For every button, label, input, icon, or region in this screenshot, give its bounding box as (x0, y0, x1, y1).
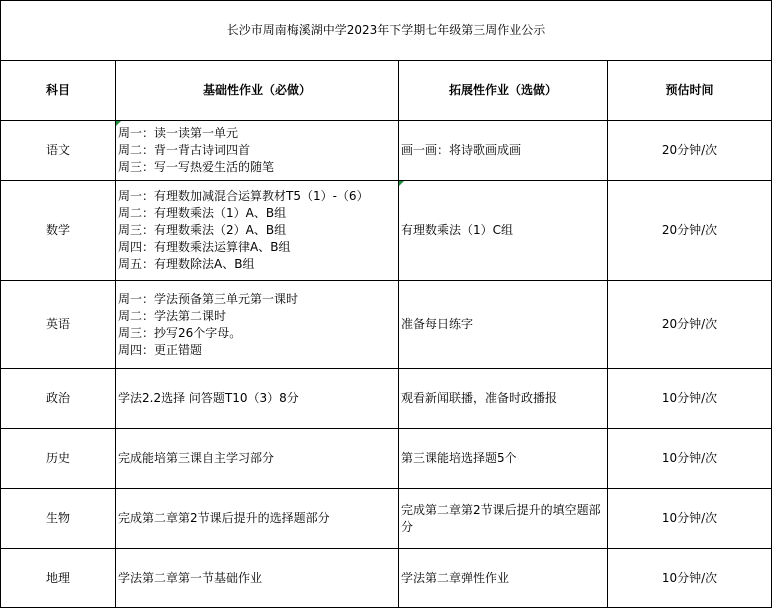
subject-cell: 英语 (1, 281, 116, 369)
basic-line: 学法第二章第一节基础作业 (118, 570, 263, 585)
extended-cell: 第三课能培选择题5个 (399, 429, 608, 489)
header-extended: 拓展性作业（选做） (399, 61, 608, 121)
subject-cell: 政治 (1, 369, 116, 429)
extended-cell: 完成第二章第2节课后提升的填空题部分 (399, 489, 608, 549)
basic-line: 周一：有理数加减混合运算教材T5（1）-（6） (118, 189, 369, 203)
table-row (1, 281, 772, 369)
basic-line: 学法2.2选择 问答题T10（3）8分 (118, 391, 299, 405)
basic-line: 周三：抄写26个字母。 (118, 325, 242, 340)
time-cell: 10分钟/次 (608, 549, 772, 608)
table-row (1, 121, 772, 181)
table-row (1, 549, 772, 608)
basic-line: 周四：更正错题 (118, 342, 203, 357)
basic-cell (116, 549, 399, 608)
basic-line: 周二：背一背古诗词四首 (118, 143, 251, 157)
subject-cell: 地理 (1, 549, 116, 608)
basic-line: 周二：有理数乘法（1）A、B组 (118, 206, 287, 220)
table-row (1, 429, 772, 489)
header-row (1, 61, 772, 121)
time-cell: 20分钟/次 (608, 181, 772, 281)
time-cell: 20分钟/次 (608, 121, 772, 181)
table-row (1, 181, 772, 281)
extended-cell: 有理数乘法（1）C组 (399, 181, 608, 281)
extended-cell: 学法第二章弹性作业 (399, 549, 608, 608)
extended-cell: 画一画：将诗歌画成画 (399, 121, 608, 181)
subject-cell: 历史 (1, 429, 116, 489)
subject-cell: 语文 (1, 121, 116, 181)
basic-line: 完成第二章第2节课后提升的选择题部分 (118, 511, 330, 525)
basic-line: 周一：学法预备第三单元第一课时 (118, 291, 299, 306)
header-time: 预估时间 (608, 61, 772, 121)
header-subject: 科目 (1, 61, 116, 121)
basic-cell (116, 369, 399, 429)
basic-cell (116, 121, 399, 181)
basic-cell (116, 489, 399, 549)
basic-cell (116, 181, 399, 281)
time-cell: 10分钟/次 (608, 369, 772, 429)
subject-cell: 数学 (1, 181, 116, 281)
time-cell: 10分钟/次 (608, 429, 772, 489)
extended-cell: 准备每日练字 (399, 281, 608, 369)
time-cell: 10分钟/次 (608, 489, 772, 549)
basic-cell (116, 429, 399, 489)
time-cell: 20分钟/次 (608, 281, 772, 369)
basic-line: 周四：有理数乘法运算律A、B组 (118, 240, 291, 254)
table-row (1, 489, 772, 549)
subject-cell: 生物 (1, 489, 116, 549)
table-row (1, 369, 772, 429)
basic-line: 周二：学法第二课时 (118, 308, 227, 323)
basic-line: 周三：写一写热爱生活的随笔 (118, 160, 275, 174)
basic-line: 周一：读一读第一单元 (118, 126, 239, 140)
basic-cell (116, 281, 399, 369)
basic-line: 周五：有理数除法A、B组 (118, 257, 255, 271)
basic-line: 完成能培第三课自主学习部分 (118, 451, 275, 465)
page-title: 长沙市周南梅溪湖中学2023年下学期七年级第三周作业公示 (1, 1, 772, 61)
basic-line: 周三：有理数乘法（2）A、B组 (118, 223, 287, 237)
extended-cell: 观看新闻联播，准备时政播报 (399, 369, 608, 429)
header-basic: 基础性作业（必做） (116, 61, 399, 121)
